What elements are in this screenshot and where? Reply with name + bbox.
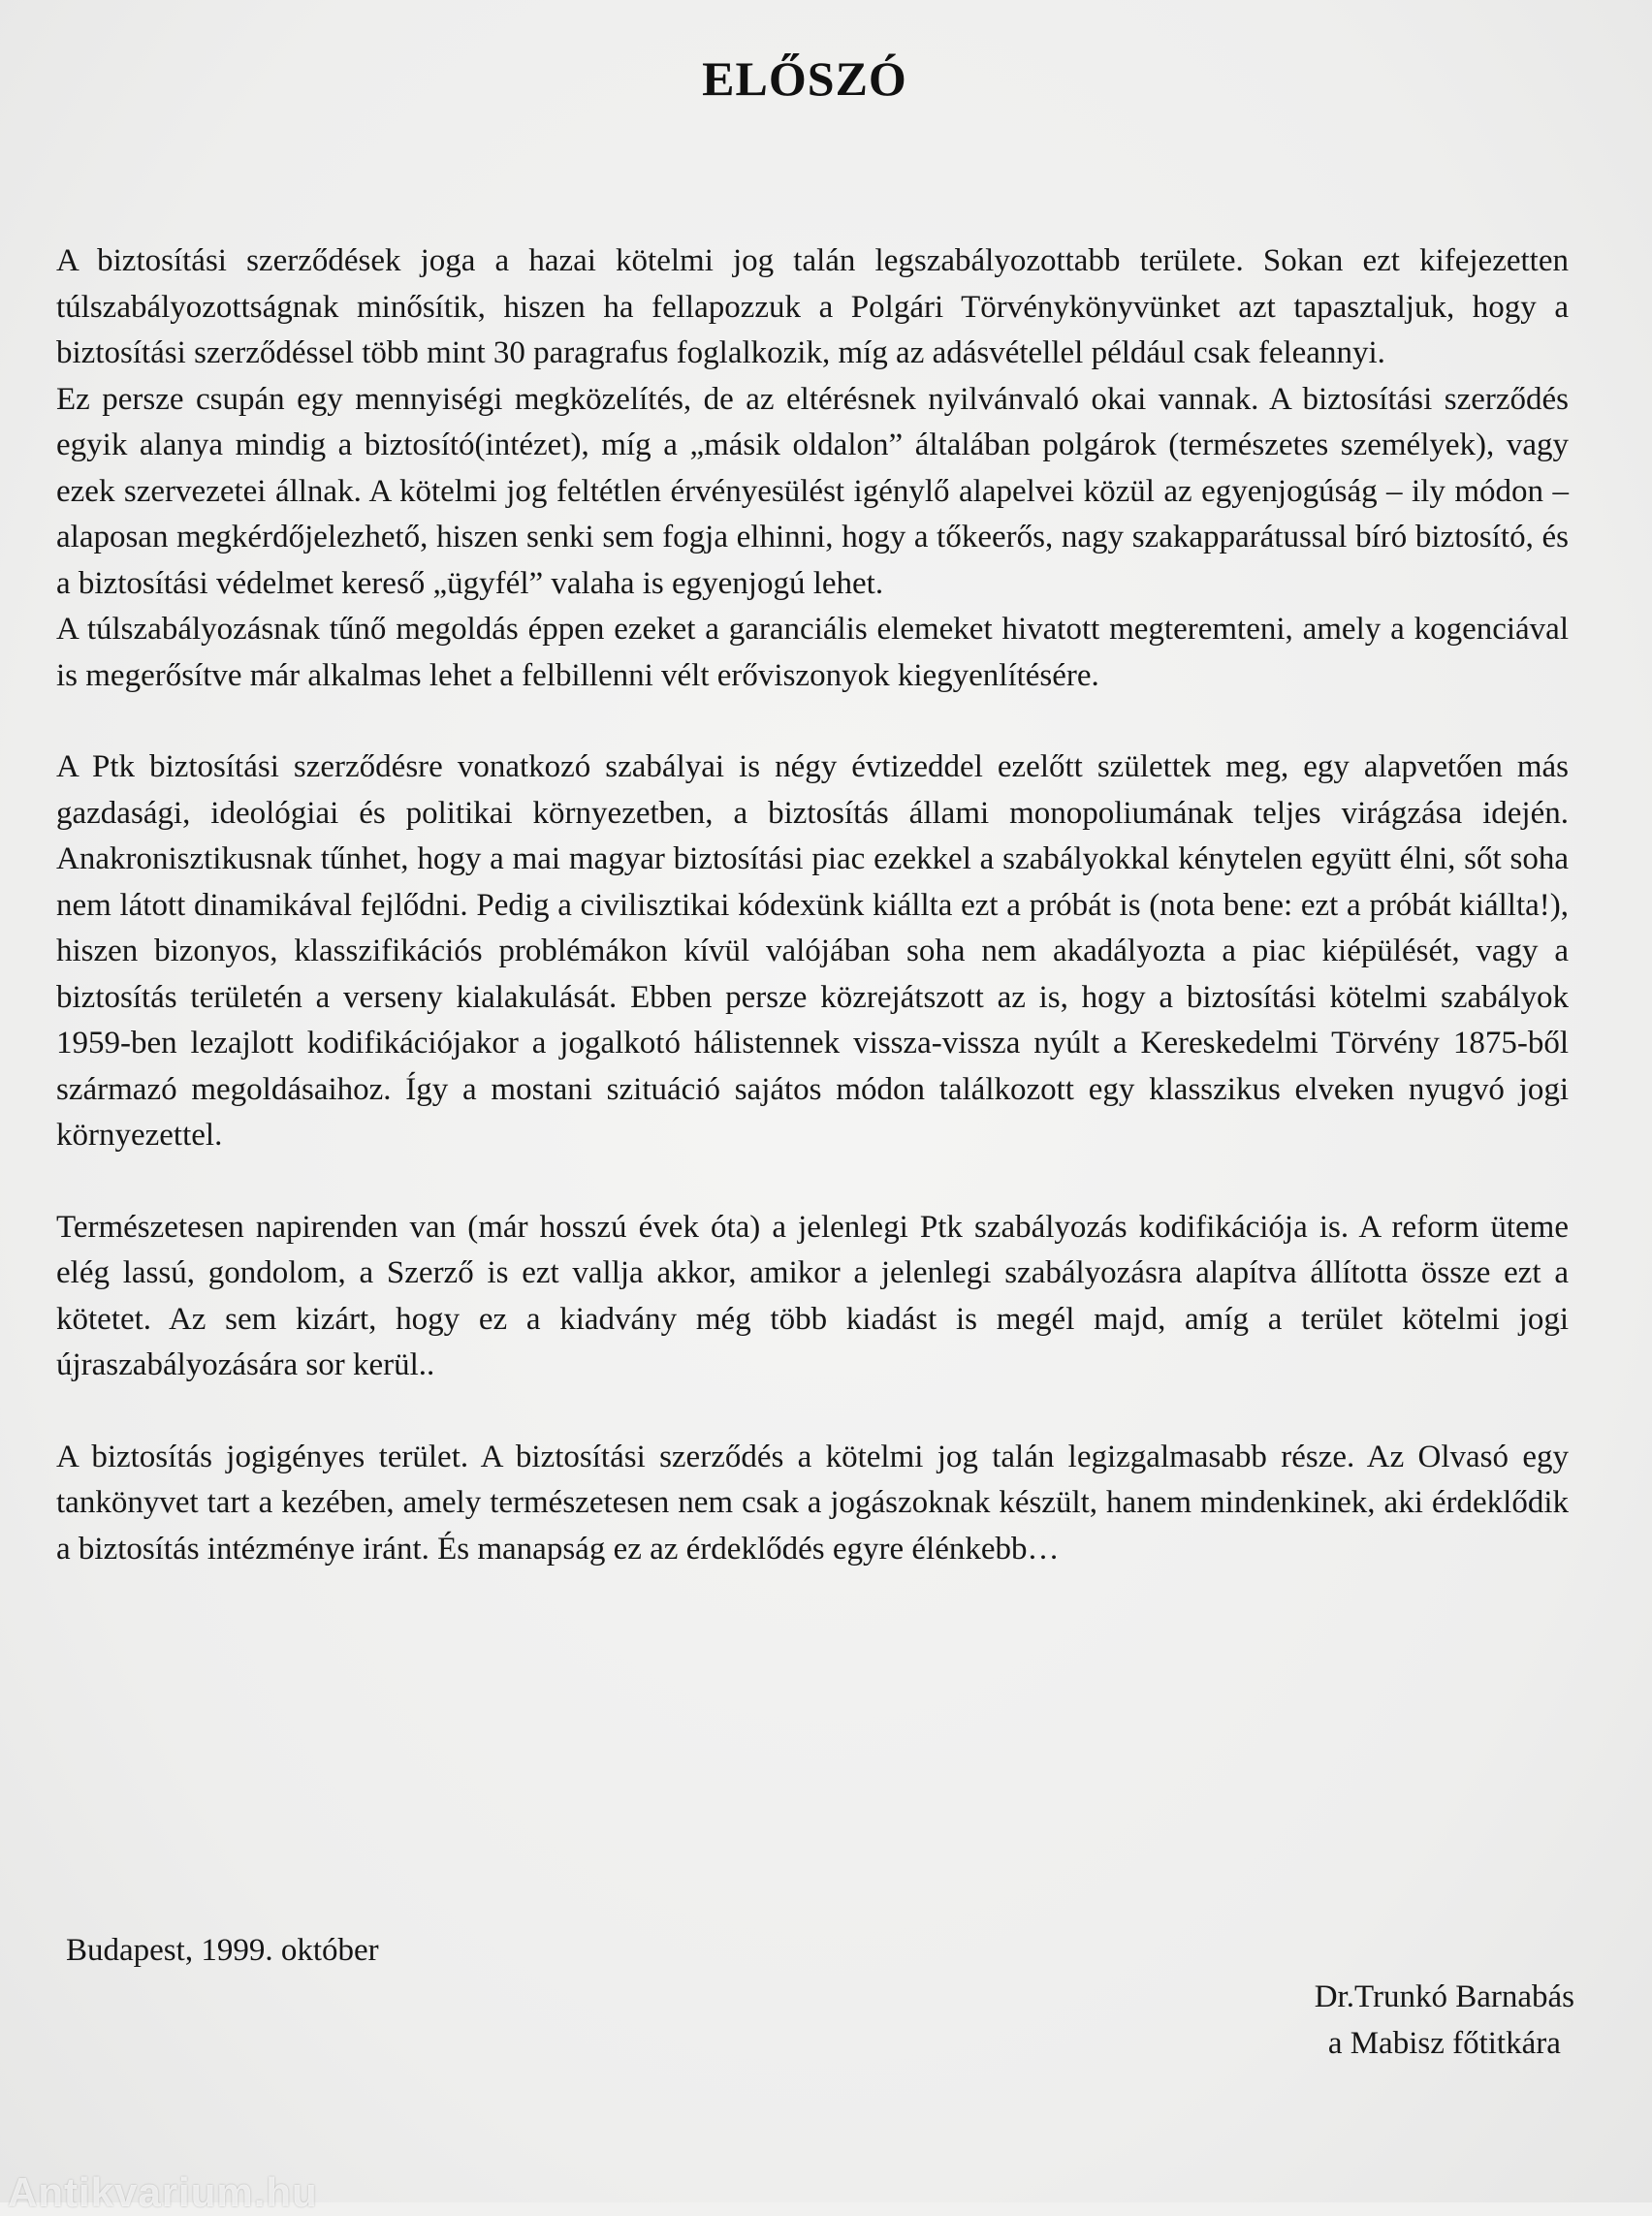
signature-block <box>1315 1974 1574 2067</box>
paragraph: A túlszabályozásnak tűnő megoldás éppen ezeket a garanciális elemeket hivatott megteremteni, amely a kogenciával is megerősítve már alkalmas lehet a felbillenni vélt erőviszonyok kiegyenlítésére. <box>56 612 1569 693</box>
signature-name: Dr.Trunkó Barnabás <box>1314 1979 1574 2014</box>
watermark: Antikvarium.hu <box>8 2169 318 2215</box>
paragraph: Ez persze csupán egy mennyiségi megközelítés, de az eltérésnek nyilvánvaló okai vannak. A biztosítási szerződés egyik alanya mindig a biztosító(intézet), míg a „másik oldalon” általában polgárok (természetes személyek), vagy ezek szervezetei állnak. A kötelmi jog feltétlen érvényesülést igénylő alapelvei közül az egyenjogúság – ily módon – alaposan megkérdőjelezhető, hiszen senki sem fogja elhinni, hogy a tőkeerős, nagy szakapparátussal bíró biztosító, és a biztosítási védelmet kereső „ügyfél” valaha is egyenjogú lehet. <box>56 381 1569 601</box>
page-title: ELŐSZÓ <box>702 51 907 106</box>
paragraph: A biztosítás jogigényes terület. A biztosítási szerződés a kötelmi jog talán legizgalmasabb része. Az Olvasó egy tankönyvet tart a kezében, amely természetesen nem csak a jogászoknak készült, hanem mindenkinek, aki érdeklődik a biztosítás intézménye iránt. És manapság ez az érdeklődés egyre élénkebb… <box>56 1439 1569 1567</box>
paragraph: A biztosítási szerződések joga a hazai kötelmi jog talán legszabályozottabb területe. Sokan ezt kifejezetten túlszabályozottságnak minősítik, hiszen ha fellapozzuk a Polgári Törvénykönyvünket azt tapasztaljuk, hogy a biztosítási szerződéssel több mint 30 paragrafus foglalkozik, míg az adásvétellel például csak feleannyi. <box>56 243 1569 370</box>
signature-role: a Mabisz főtitkára <box>1327 2026 1561 2061</box>
place-and-date: Budapest, 1999. október <box>66 1933 379 1968</box>
preface-body <box>56 238 1569 1572</box>
paragraph: A Ptk biztosítási szerződésre vonatkozó szabályai is négy évtizeddel ezelőtt születtek meg, egy alapvetően más gazdasági, ideológiai és politikai környezetben, a biztosítás állami monopoliumának teljes virágzása idején. Anakronisztikusnak tűnhet, hogy a mai magyar biztosítási piac ezekkel a szabályokkal kénytelen együtt élni, sőt soha nem látott dinamikával fejlődni. Pedig a civilisztikai kódexünk kiállta ezt a próbát is (nota bene: ezt a próbát kiállta!), hiszen bizonyos, klasszifikációs problémákon kívül valójában soha nem akadályozta a piac kiépülését, vagy a biztosítás területén a verseny kialakulását. Ebben persze közrejátszott az is, hogy a biztosítási kötelmi szabályok 1959-ben lezajlott kodifikációjakor a jogalkotó hálistennek vissza-vissza nyúlt a Kereskedelmi Törvény 1875-ből származó megoldásaihoz. Így a mostani szituáció sajátos módon találkozott egy klasszikus elveken nyugvó jogi környezettel. <box>56 749 1569 1153</box>
paragraph: Természetesen napirenden van (már hosszú évek óta) a jelenlegi Ptk szabályozás kodifikációja is. A reform üteme elég lassú, gondolom, a Szerző is ezt vallja akkor, amikor a jelenlegi szabályozásra alapítva állította össze ezt a kötetet. Az sem kizárt, hogy ez a kiadvány még több kiadást is megél majd, amíg a terület kötelmi jogi újraszabályozására sor kerül.. <box>56 1209 1569 1382</box>
